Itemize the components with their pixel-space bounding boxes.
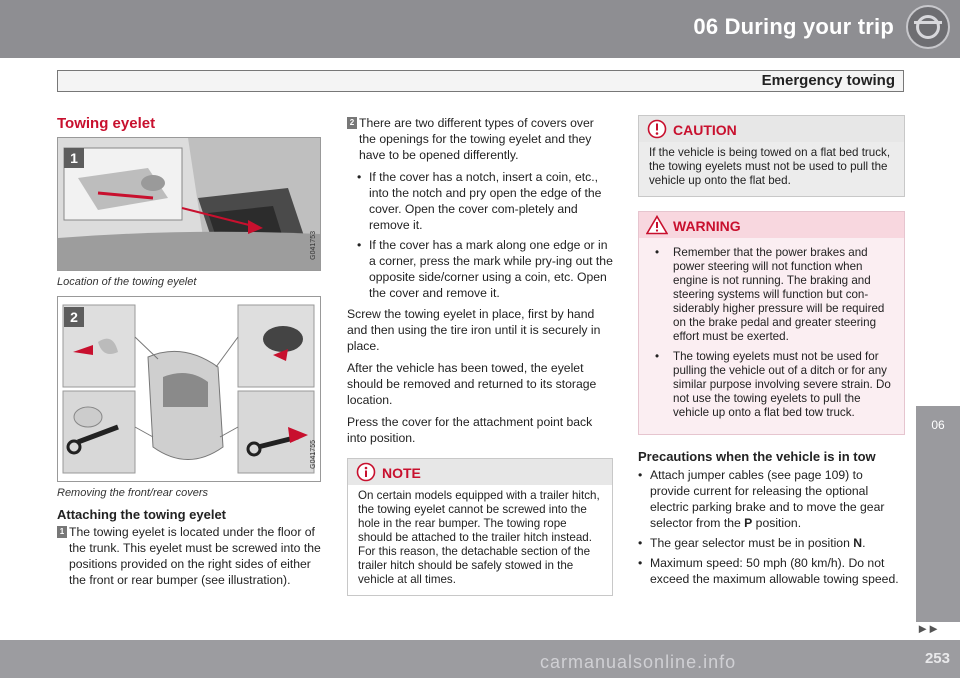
right-column	[638, 115, 905, 592]
precaution-2-bold: N	[853, 536, 863, 550]
precautions-heading: Precautions when the vehicle is in tow	[638, 449, 876, 464]
after-tow-paragraph: After the vehicle has been towed, the eyelet should be removed and returned to its storage location.	[347, 361, 597, 407]
figure-trunk-location	[57, 137, 321, 271]
figure-2-code: G041755	[310, 440, 317, 469]
watermark: carmanualsonline.info	[540, 652, 737, 672]
side-tab-label: 06	[931, 418, 945, 432]
precaution-1-bold: P	[744, 516, 753, 530]
page-footer	[0, 640, 960, 678]
warning-label: WARNING	[673, 218, 741, 234]
screw-eyelet-paragraph: Screw the towing eyelet in place, first by hand and then using the tire iron until it is securely in place.	[347, 307, 601, 353]
middle-column	[347, 115, 613, 606]
figure-covers	[57, 296, 321, 482]
list-item: • The towing eyelets must not be used for pulling the vehicle out of a ditch or for any similar purpose involving severe strain. Do not use the towing eyelets to pull the vehicle up onto a flat bed tow truck.	[649, 350, 894, 420]
caution-icon	[647, 119, 667, 139]
step-2-text: There are two different types of covers over the openings for the towing eyelet and they have to be opened differently.	[359, 116, 594, 162]
towing-eyelet-heading: Towing eyelet	[57, 115, 156, 132]
left-column	[57, 115, 321, 594]
press-cover-paragraph: Press the cover for the attachment point back into position.	[347, 415, 593, 445]
section-bar	[57, 70, 904, 92]
trunk-illustration	[58, 138, 320, 270]
list-item	[638, 467, 905, 531]
step-1-text: The towing eyelet is located under the floor of the trunk. This eyelet must be screwed into the positions provided on the right sides of either the front or rear bumper (see illustration).	[69, 525, 321, 587]
list-item	[638, 535, 905, 551]
caution-box	[638, 115, 905, 197]
page-number: 253	[924, 650, 950, 667]
list-item: • Maximum speed: 50 mph (80 km/h). Do not exceed the maximum allowable towing speed.	[638, 555, 905, 587]
attaching-eyelet-heading: Attaching the towing eyelet	[57, 507, 227, 522]
caution-label: CAUTION	[673, 122, 737, 138]
step-1-badge: 1	[57, 526, 67, 538]
figure-2-number: 2	[64, 307, 84, 327]
warning-list	[649, 246, 894, 420]
step-1	[57, 524, 321, 588]
figure-1-code: G041753	[310, 231, 317, 260]
list-item: • Remember that the power brakes and power steering will not function when engine is not running. The braking and steering systems will function but con-siderably higher pressure will be required on the brake pedal and greater steering effort must be exerted.	[649, 246, 894, 344]
precaution-1-tail: position.	[752, 516, 802, 530]
warning-triangle-icon	[646, 215, 668, 235]
step-2-badge: 2	[347, 117, 357, 129]
step-2	[347, 115, 613, 163]
cover-type-list	[357, 169, 613, 301]
precaution-2-text: The gear selector must be in position	[650, 536, 850, 550]
precautions-list	[638, 467, 905, 587]
note-label: NOTE	[382, 465, 421, 481]
figure-1-number: 1	[64, 148, 84, 168]
precaution-2-tail: .	[862, 536, 866, 550]
next-page-arrows: ►►	[916, 621, 938, 636]
figure-2-caption: Removing the front/rear covers	[57, 487, 209, 499]
caution-text: If the vehicle is being towed on a flat bed truck, the towing eyelets must not be used to pull the vehicle up onto the flat bed.	[639, 142, 904, 196]
chapter-side-tab	[916, 406, 960, 622]
chapter-title: 06 During your trip	[693, 14, 894, 39]
note-box	[347, 458, 613, 596]
covers-illustration	[58, 297, 320, 481]
list-item: • If the cover has a mark along one edge or in a corner, press the mark while pry-ing out the opposite side/corner using a coin, etc. Open the cover and remove it.	[357, 237, 613, 301]
section-title: Emergency towing	[761, 72, 895, 89]
precaution-1-text: Attach jumper cables (see page 109) to provide current for releasing the optional electric parking brake and to move the gear selector from the	[650, 468, 885, 530]
warning-box	[638, 211, 905, 435]
steering-wheel-icon	[906, 5, 950, 49]
note-text: On certain models equipped with a trailer hitch, the towing eyelet cannot be screwed into the hole in the rear bumper. The towing rope should be attached to the trailer hitch instead. For this reason, the detachable section of the trailer hitch should be safely stowed in the vehicle at all times.	[358, 489, 600, 586]
figure-1-caption: Location of the towing eyelet	[57, 276, 197, 288]
chapter-header	[0, 0, 960, 58]
info-icon	[356, 462, 376, 482]
list-item: • If the cover has a notch, insert a coin, etc., into the notch and pry open the edge of the cover. Open the cover com-pletely and remove it.	[357, 169, 613, 233]
